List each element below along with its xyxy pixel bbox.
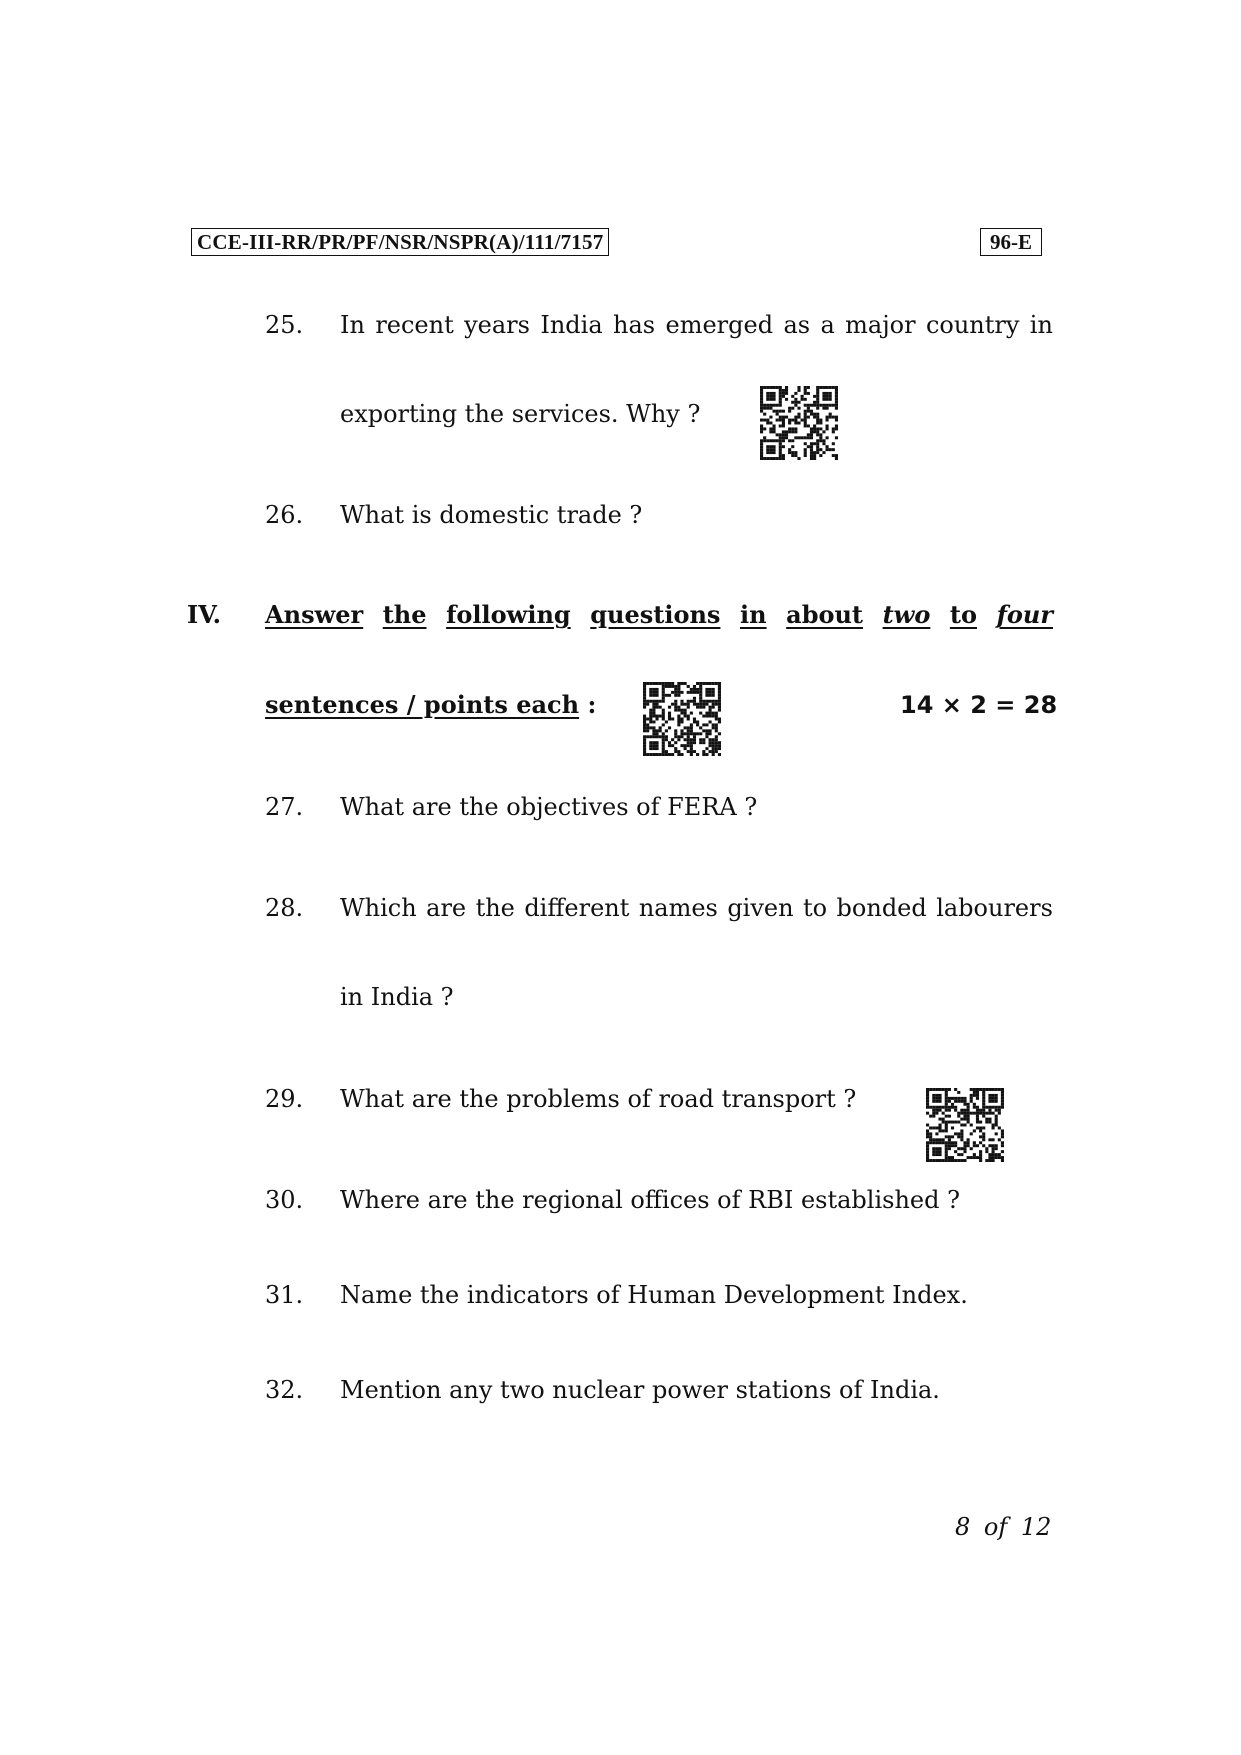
word: Which (340, 894, 417, 922)
word: four (996, 600, 1053, 629)
question-25-line2: exporting the services. Why ? (340, 400, 701, 428)
word: in (1029, 311, 1053, 339)
word: are (426, 894, 467, 922)
word: India (540, 311, 603, 339)
question-number: 29. (265, 1085, 304, 1113)
question-number: 31. (265, 1281, 304, 1309)
question-number: 26. (265, 501, 304, 529)
word: to (949, 600, 977, 629)
question-25-line1 (340, 310, 1053, 340)
word: in (740, 600, 767, 629)
word: labourers (936, 894, 1053, 922)
qr-code-icon (926, 1088, 1004, 1162)
word: about (786, 600, 864, 629)
question-26-text: What is domestic trade ? (340, 501, 643, 529)
question-number: 27. (265, 793, 304, 821)
word: the (382, 600, 427, 629)
section-instruction-line2 (265, 690, 596, 720)
word: has (613, 311, 656, 339)
word: In (340, 311, 365, 339)
question-30-text: Where are the regional offices of RBI established ? (340, 1186, 960, 1214)
word: following (446, 600, 571, 629)
question-number: 30. (265, 1186, 304, 1214)
qr-code-icon (760, 386, 838, 460)
word: the (475, 894, 515, 922)
question-number: 32. (265, 1376, 304, 1404)
word: given (727, 894, 794, 922)
word: questions (590, 600, 721, 629)
question-31-text: Name the indicators of Human Development Index. (340, 1281, 968, 1309)
section-number: IV. (187, 600, 222, 629)
word: names (638, 894, 718, 922)
question-27-text: What are the objectives of FERA ? (340, 793, 758, 821)
word: years (464, 311, 530, 339)
question-28-line2: in India ? (340, 983, 454, 1011)
question-32-text: Mention any two nuclear power stations of India. (340, 1376, 940, 1404)
word: bonded (836, 894, 927, 922)
word: emerged (665, 311, 774, 339)
page-number: 8 of 12 (955, 1513, 1052, 1541)
word: as (783, 311, 811, 339)
word: major (845, 311, 916, 339)
word: to (803, 894, 828, 922)
section-instruction-line1 (265, 600, 1053, 630)
question-number: 28. (265, 894, 304, 922)
instruction-text: sentences / points each (265, 690, 580, 719)
word: a (820, 311, 835, 339)
question-29-text: What are the problems of road transport ? (340, 1085, 857, 1113)
word: country (925, 311, 1020, 339)
question-number: 25. (265, 311, 304, 339)
qr-code-icon (643, 682, 721, 756)
word: two (882, 600, 931, 629)
paper-code: CCE-III-RR/PR/PF/NSR/NSPR(A)/111/7157 (191, 228, 609, 256)
word: different (524, 894, 630, 922)
marks-allocation: 14 × 2 = 28 (900, 691, 1058, 719)
paper-id: 96-E (980, 228, 1042, 256)
word: Answer (265, 600, 364, 629)
question-28-line1 (340, 893, 1053, 923)
instruction-colon: : (579, 690, 597, 719)
word: recent (375, 311, 454, 339)
